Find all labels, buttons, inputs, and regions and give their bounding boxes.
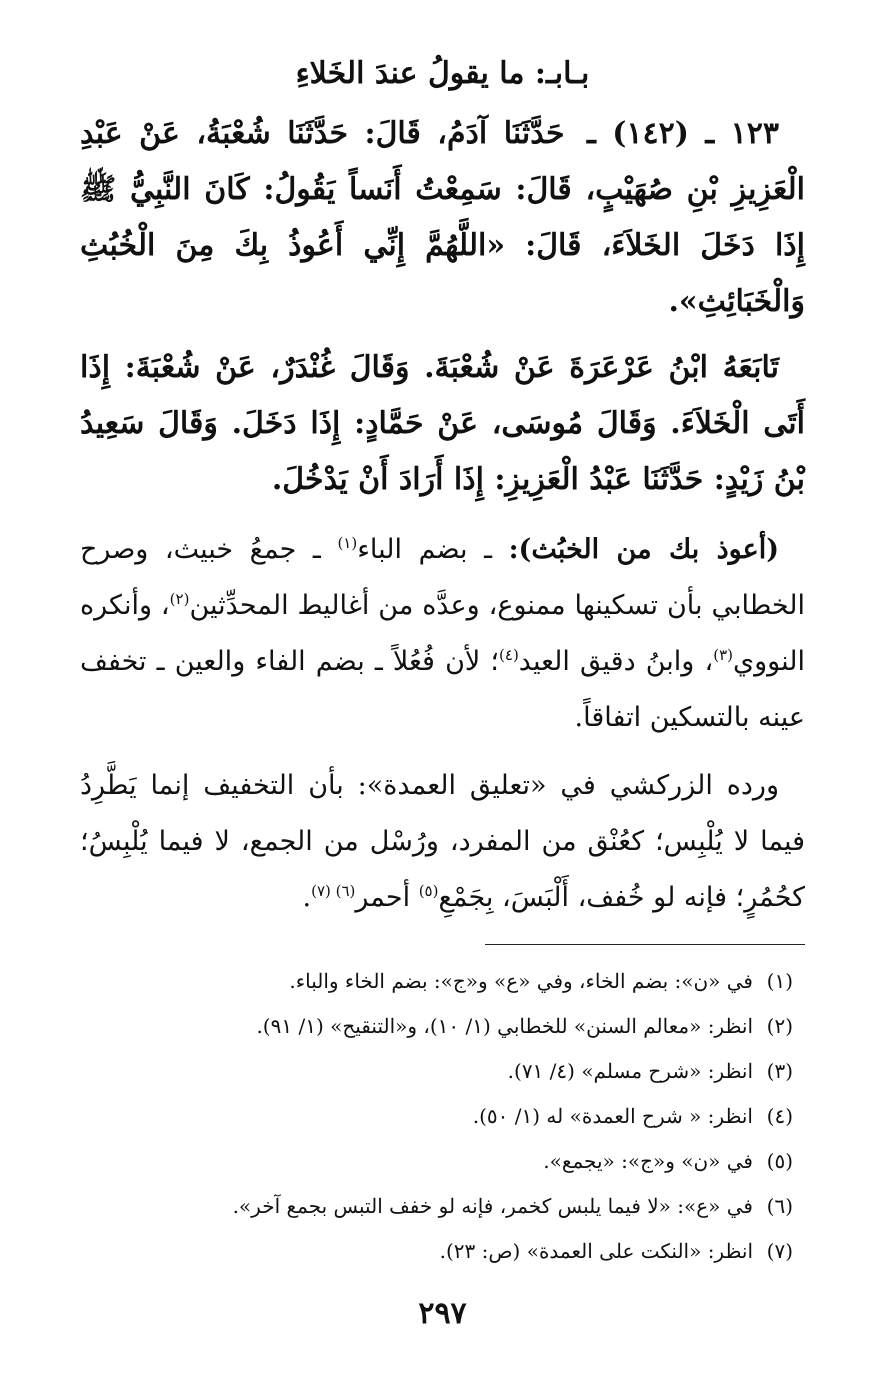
footnote-item bbox=[80, 1139, 805, 1184]
footnote-text: انظر: «معالم السنن» للخطابي (١/ ١٠)، و«التنقيح» (١/ ٩١). bbox=[256, 1014, 753, 1038]
chapter-title: بـابـ: ما يقولُ عندَ الخَلاءِ bbox=[295, 56, 590, 91]
commentary-text: ـ بضم الباء bbox=[357, 534, 509, 565]
footnote-ref[interactable]: (٣) bbox=[713, 646, 733, 664]
hadith-paragraph bbox=[80, 106, 805, 330]
footnote-item bbox=[80, 959, 805, 1004]
footnote-item bbox=[80, 1049, 805, 1094]
footnote-item bbox=[80, 1229, 805, 1274]
footnote-number: (٦) bbox=[766, 1194, 793, 1218]
commentary-text: ورده الزركشي في «تعليق العمدة»: بأن التخفيف إنما يَطَّرِدُ فيما لا يُلْبِس؛ كعُنْق من المفرد، ورُسْل من الجمع، لا فيما يُلْبِسُ؛ كحُمُرٍ؛ فإنه لو خُفف، أَلْبَسَ، بِجَمْعِ bbox=[80, 770, 805, 913]
commentary-text: ، وأنكره النووي bbox=[80, 590, 805, 677]
footnote-number: (١) bbox=[766, 969, 793, 993]
footnote-number: (٧) bbox=[766, 1239, 793, 1263]
footnote-ref[interactable]: (٥) bbox=[418, 882, 439, 900]
footnote-number: (٢) bbox=[766, 1014, 793, 1038]
mutaba-paragraph: تَابَعَهُ ابْنُ عَرْعَرَةَ عَنْ شُعْبَةَ. وَقَالَ غُنْدَرٌ، عَنْ شُعْبَةَ: إِذَا أَتَى الْخَلاَءَ. وَقَالَ مُوسَى، عَنْ حَمَّادٍ: إِذَا دَخَلَ. وَقَالَ سَعِيدُ بْنُ زَيْدٍ: حَدَّثَنَا عَبْدُ الْعَزِيزِ: إِذَا أَرَادَ أَنْ يَدْخُلَ. bbox=[80, 350, 805, 497]
commentary-paragraph-1 bbox=[80, 522, 805, 746]
footnote-item bbox=[80, 1094, 805, 1139]
footnote-item bbox=[80, 1004, 805, 1049]
footnote-ref[interactable]: (١) bbox=[337, 534, 358, 552]
footnotes-list bbox=[80, 959, 805, 1274]
footnote-text: في «ع»: «لا فيما يلبس كخمر، فإنه لو خفف التبس بجمع آخر». bbox=[232, 1194, 753, 1218]
commentary-text: ، وابنُ دقيق العيد bbox=[518, 646, 714, 677]
page-number: ٢٩٧ bbox=[418, 1296, 467, 1331]
footnote-number: (٥) bbox=[766, 1149, 793, 1173]
footnote-ref[interactable]: (٤) bbox=[499, 646, 519, 664]
commentary-text: أحمر bbox=[355, 882, 419, 913]
commentary-paragraph-2 bbox=[80, 758, 805, 926]
hadith-text: حَدَّثَنَا آدَمُ، قَالَ: حَدَّثَنَا شُعْبَةُ، عَنْ عَبْدِ الْعَزِيزِ بْنِ صُهَيْبٍ، قَالَ: سَمِعْتُ أَنَساً يَقُولُ: كَانَ النَّبِيُّ ﷺ إِذَا دَخَلَ الخَلاَءَ، قَالَ: «اللَّهُمَّ إِنِّي أَعُوذُ بِكَ مِنَ الْخُبُثِ وَالْخَبَائِثِ». bbox=[80, 116, 805, 319]
book-page bbox=[80, 48, 805, 1348]
footnote-ref[interactable]: (٧) bbox=[311, 882, 336, 900]
footnote-text: انظر: «النكت على العمدة» (ص: ٢٣). bbox=[439, 1239, 753, 1263]
commentary-text: ؛ لأن فُعُلاً ـ بضم الفاء والعين ـ تخفف عينه بالتسكين اتفاقاً. bbox=[80, 646, 805, 733]
commentary-text: . bbox=[302, 882, 312, 913]
commentary-heading: (أعوذ بك من الخبُث): bbox=[508, 534, 780, 565]
commentary-text: ـ جمعُ خبيث، وصرح الخطابي بأن تسكينها ممنوع، وعدَّه من أغاليط المحدِّثين bbox=[80, 534, 805, 621]
footnote-ref[interactable]: (٢) bbox=[169, 590, 190, 608]
hadith-number: ١٢٣ ـ (١٤٢) ـ bbox=[586, 116, 779, 151]
footnote-text: في «ن»: بضم الخاء، وفي «ع» و«ج»: بضم الخاء والباء. bbox=[289, 969, 753, 993]
footnote-text: انظر: «شرح مسلم» (٤/ ٧١). bbox=[507, 1059, 753, 1083]
footnote-text: في «ن» و«ج»: «يجمع». bbox=[543, 1149, 753, 1173]
footnote-number: (٤) bbox=[766, 1104, 793, 1128]
footnote-ref[interactable]: (٦) bbox=[335, 882, 356, 900]
footnote-text: انظر: « شرح العمدة» له (١/ ٥٠). bbox=[472, 1104, 753, 1128]
footnote-item bbox=[80, 1184, 805, 1229]
footnote-divider bbox=[485, 944, 805, 945]
footnote-number: (٣) bbox=[766, 1059, 793, 1083]
